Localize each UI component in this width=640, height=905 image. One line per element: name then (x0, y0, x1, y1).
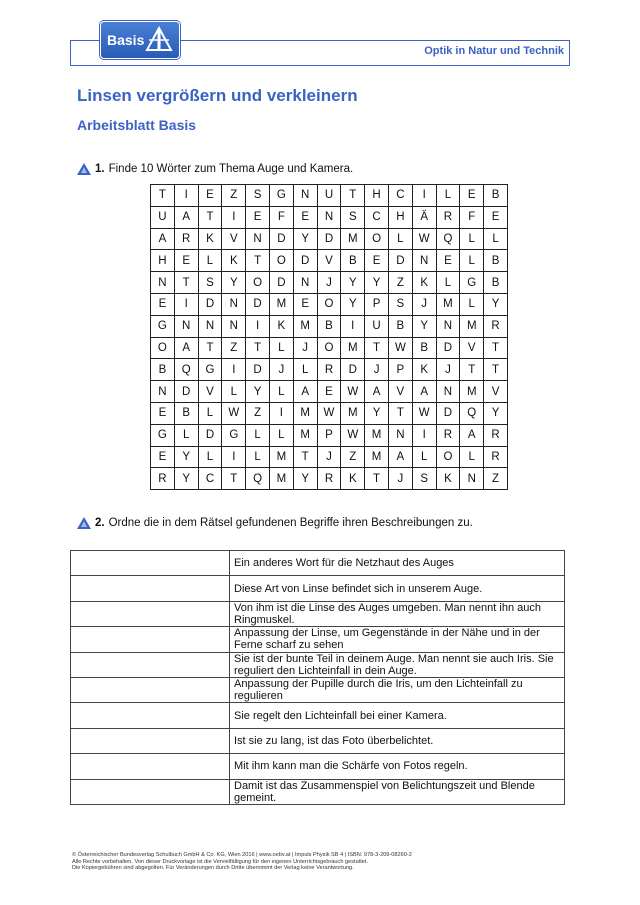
grid-cell[interactable]: M (293, 424, 317, 446)
grid-cell[interactable]: D (269, 272, 293, 294)
grid-cell[interactable]: L (174, 424, 198, 446)
grid-cell[interactable]: K (269, 315, 293, 337)
answer-cell[interactable] (71, 728, 230, 753)
grid-cell[interactable]: L (436, 185, 460, 207)
grid-cell[interactable]: T (246, 250, 270, 272)
grid-cell[interactable]: V (460, 337, 484, 359)
grid-cell[interactable]: D (388, 250, 412, 272)
grid-cell[interactable]: J (317, 272, 341, 294)
grid-cell[interactable]: D (269, 228, 293, 250)
grid-cell[interactable]: A (388, 446, 412, 468)
grid-cell[interactable]: B (388, 315, 412, 337)
grid-cell[interactable]: K (341, 468, 365, 490)
grid-row (151, 228, 508, 250)
grid-cell[interactable]: T (293, 446, 317, 468)
grid-cell[interactable]: O (365, 228, 389, 250)
grid-row (151, 424, 508, 446)
answer-cell[interactable] (71, 601, 230, 626)
grid-cell[interactable]: M (460, 315, 484, 337)
grid-cell[interactable]: R (436, 424, 460, 446)
grid-row (151, 446, 508, 468)
description-cell: Ist sie zu lang, ist das Foto überbelichtet. (230, 728, 565, 753)
grid-cell[interactable]: J (365, 359, 389, 381)
grid-cell[interactable]: M (269, 446, 293, 468)
footer (72, 852, 412, 872)
grid-cell[interactable]: N (198, 315, 222, 337)
grid-cell[interactable]: I (222, 446, 246, 468)
grid-cell[interactable]: R (317, 359, 341, 381)
grid-cell[interactable]: C (198, 468, 222, 490)
grid-cell[interactable]: O (151, 337, 175, 359)
grid-cell[interactable]: Z (484, 468, 508, 490)
grid-cell[interactable]: D (341, 359, 365, 381)
grid-cell[interactable]: R (151, 468, 175, 490)
description-cell: Sie regelt den Lichteinfall bei einer Kamera. (230, 703, 565, 728)
grid-cell[interactable]: R (484, 315, 508, 337)
task-2 (77, 517, 473, 529)
grid-cell[interactable]: M (365, 446, 389, 468)
logo-triangle-icon (145, 26, 173, 52)
grid-cell[interactable]: T (484, 359, 508, 381)
grid-cell[interactable]: L (246, 446, 270, 468)
grid-cell[interactable]: L (460, 228, 484, 250)
grid-cell[interactable]: L (198, 446, 222, 468)
grid-cell[interactable]: J (436, 359, 460, 381)
grid-cell[interactable]: S (246, 185, 270, 207)
grid-cell[interactable]: T (222, 468, 246, 490)
grid-cell[interactable]: T (484, 337, 508, 359)
grid-cell[interactable]: N (460, 468, 484, 490)
grid-cell[interactable]: Z (341, 446, 365, 468)
grid-cell[interactable]: M (436, 293, 460, 315)
grid-cell[interactable]: G (269, 185, 293, 207)
grid-cell[interactable]: D (246, 293, 270, 315)
grid-cell[interactable]: B (341, 250, 365, 272)
grid-cell[interactable]: M (341, 402, 365, 424)
grid-cell[interactable]: V (317, 250, 341, 272)
task-triangle-icon (77, 517, 91, 529)
grid-row (151, 359, 508, 381)
task-2-text: Ordne die in dem Rätsel gefundenen Begriffe ihren Beschreibungen zu. (108, 517, 473, 529)
table-row (71, 551, 565, 576)
grid-cell[interactable]: A (174, 206, 198, 228)
grid-cell[interactable]: O (246, 272, 270, 294)
answer-cell[interactable] (71, 779, 230, 804)
grid-cell[interactable]: Z (246, 402, 270, 424)
grid-cell[interactable]: N (293, 185, 317, 207)
grid-cell[interactable]: K (436, 468, 460, 490)
grid-cell[interactable]: L (460, 293, 484, 315)
grid-cell[interactable]: H (151, 250, 175, 272)
grid-row (151, 402, 508, 424)
grid-cell[interactable]: D (198, 293, 222, 315)
grid-cell[interactable]: P (317, 424, 341, 446)
grid-cell[interactable]: H (365, 185, 389, 207)
description-cell: Damit ist das Zusammenspiel von Belichtungszeit und Blende gemeint. (230, 779, 565, 804)
matching-table (70, 550, 565, 805)
grid-cell[interactable]: I (246, 315, 270, 337)
table-row (71, 576, 565, 601)
grid-cell[interactable]: G (151, 315, 175, 337)
table-row (71, 652, 565, 677)
grid-cell[interactable]: W (341, 381, 365, 403)
description-cell: Anpassung der Linse, um Gegenstände in der Nähe und in der Ferne scharf zu sehen (230, 627, 565, 652)
publisher-logo (100, 21, 180, 59)
task-triangle-icon (77, 163, 91, 175)
grid-cell[interactable]: U (317, 185, 341, 207)
grid-cell[interactable]: E (174, 250, 198, 272)
task-1-number: 1. (95, 163, 105, 175)
grid-row (151, 337, 508, 359)
grid-cell[interactable]: H (388, 206, 412, 228)
answer-cell[interactable] (71, 754, 230, 779)
grid-cell[interactable]: I (222, 359, 246, 381)
grid-cell[interactable]: A (151, 228, 175, 250)
grid-cell[interactable]: I (222, 206, 246, 228)
grid-cell[interactable]: L (269, 381, 293, 403)
page-subtitle: Arbeitsblatt Basis (77, 117, 197, 133)
grid-cell[interactable]: O (317, 337, 341, 359)
grid-cell[interactable]: W (388, 337, 412, 359)
grid-cell[interactable]: Y (341, 293, 365, 315)
grid-cell[interactable]: F (269, 206, 293, 228)
grid-cell[interactable]: T (174, 272, 198, 294)
grid-cell[interactable]: O (269, 250, 293, 272)
grid-cell[interactable]: N (151, 272, 175, 294)
grid-cell[interactable]: W (341, 424, 365, 446)
grid-cell[interactable]: Q (460, 402, 484, 424)
grid-cell[interactable]: D (246, 359, 270, 381)
grid-cell[interactable]: W (412, 402, 436, 424)
grid-cell[interactable]: D (436, 337, 460, 359)
grid-cell[interactable]: Z (222, 337, 246, 359)
grid-cell[interactable]: G (222, 424, 246, 446)
grid-cell[interactable]: D (317, 228, 341, 250)
grid-cell[interactable]: Q (436, 228, 460, 250)
grid-cell[interactable]: P (365, 293, 389, 315)
grid-cell[interactable]: G (460, 272, 484, 294)
grid-cell[interactable]: N (412, 250, 436, 272)
grid-cell[interactable]: D (436, 402, 460, 424)
grid-cell[interactable]: E (151, 402, 175, 424)
description-cell: Sie ist der bunte Teil in deinem Auge. Man nennt sie auch Iris. Sie reguliert den Lichteinfall in dein Auge. (230, 652, 565, 677)
grid-cell[interactable]: I (341, 315, 365, 337)
description-cell: Diese Art von Linse befindet sich in unserem Auge. (230, 576, 565, 601)
grid-cell[interactable]: Q (246, 468, 270, 490)
grid-cell[interactable]: L (269, 424, 293, 446)
grid-cell[interactable]: N (222, 315, 246, 337)
grid-cell[interactable]: I (412, 424, 436, 446)
grid-cell[interactable]: D (198, 424, 222, 446)
grid-cell[interactable]: V (198, 381, 222, 403)
footer-line-2: Alle Rechte vorbehalten. Von dieser Druckvorlage ist die Vervielfältigung für den eigenen Unterrichtsgebrauch gestattet. (72, 858, 369, 865)
answer-cell[interactable] (71, 551, 230, 576)
grid-cell[interactable]: M (341, 337, 365, 359)
grid-cell[interactable]: M (269, 468, 293, 490)
footer-line-3: Die Kopiergebühren sind abgegolten. Für Veränderungen durch Dritte übernimmt der Verlag keine Verantwortung. (72, 865, 354, 872)
grid-cell[interactable]: I (174, 185, 198, 207)
grid-cell[interactable]: F (460, 206, 484, 228)
description-cell: Ein anderes Wort für die Netzhaut des Auges (230, 551, 565, 576)
grid-cell[interactable]: E (151, 293, 175, 315)
grid-cell[interactable]: N (174, 315, 198, 337)
grid-cell[interactable]: Z (222, 185, 246, 207)
grid-cell[interactable]: R (317, 468, 341, 490)
description-cell: Mit ihm kann man die Schärfe von Fotos regeln. (230, 754, 565, 779)
footer-line-1: © Österreichischer Bundesverlag Schulbuch GmbH & Co. KG, Wien 2016 | www.oebv.at | Impuls Physik SB 4 | ISBN: 978-3-209-08260-2 (72, 852, 412, 858)
grid-cell[interactable]: Y (174, 468, 198, 490)
grid-cell[interactable]: L (222, 381, 246, 403)
grid-cell[interactable]: Q (174, 359, 198, 381)
grid-cell[interactable]: Y (293, 228, 317, 250)
grid-cell[interactable]: C (388, 185, 412, 207)
grid-cell[interactable]: L (436, 272, 460, 294)
grid-cell[interactable]: V (484, 381, 508, 403)
grid-cell[interactable]: S (388, 293, 412, 315)
table-row (71, 754, 565, 779)
table-row (71, 703, 565, 728)
grid-cell[interactable]: B (484, 185, 508, 207)
grid-cell[interactable]: L (460, 446, 484, 468)
grid-cell[interactable]: D (174, 381, 198, 403)
grid-cell[interactable]: A (365, 381, 389, 403)
grid-cell[interactable]: L (198, 402, 222, 424)
grid-cell[interactable]: Y (174, 446, 198, 468)
grid-cell[interactable]: E (198, 185, 222, 207)
grid-cell[interactable]: L (293, 359, 317, 381)
task-2-number: 2. (95, 517, 105, 529)
task-1 (77, 163, 353, 175)
grid-cell[interactable]: R (436, 206, 460, 228)
grid-cell[interactable]: B (484, 272, 508, 294)
grid-row (151, 468, 508, 490)
grid-cell[interactable]: E (460, 185, 484, 207)
grid-row (151, 315, 508, 337)
grid-cell[interactable]: Y (246, 381, 270, 403)
grid-row (151, 293, 508, 315)
grid-cell[interactable]: N (436, 381, 460, 403)
grid-cell[interactable]: T (341, 185, 365, 207)
grid-cell[interactable]: B (317, 315, 341, 337)
grid-cell[interactable]: E (293, 206, 317, 228)
grid-cell[interactable]: Y (365, 272, 389, 294)
grid-cell[interactable]: K (222, 250, 246, 272)
word-search-grid (150, 184, 508, 490)
table-row (71, 601, 565, 626)
description-cell: Anpassung der Pupille durch die Iris, um den Lichteinfall zu regulieren (230, 677, 565, 702)
grid-cell[interactable]: K (198, 228, 222, 250)
answer-cell[interactable] (71, 703, 230, 728)
grid-cell[interactable]: J (388, 468, 412, 490)
grid-cell[interactable]: M (293, 402, 317, 424)
grid-cell[interactable]: M (341, 228, 365, 250)
grid-cell[interactable]: B (484, 250, 508, 272)
grid-cell[interactable]: O (317, 293, 341, 315)
grid-cell[interactable]: A (174, 337, 198, 359)
grid-cell[interactable]: K (412, 359, 436, 381)
answer-cell[interactable] (71, 576, 230, 601)
grid-cell[interactable]: T (388, 402, 412, 424)
table-row (71, 627, 565, 652)
grid-cell[interactable]: T (151, 185, 175, 207)
grid-cell[interactable]: P (388, 359, 412, 381)
grid-cell[interactable]: N (151, 381, 175, 403)
grid-cell[interactable]: N (317, 206, 341, 228)
grid-cell[interactable]: Y (341, 272, 365, 294)
grid-cell[interactable]: J (412, 293, 436, 315)
grid-row (151, 272, 508, 294)
subject-label: Optik in Natur und Technik (424, 45, 564, 57)
grid-row (151, 185, 508, 207)
grid-row (151, 250, 508, 272)
grid-cell[interactable]: Y (412, 315, 436, 337)
grid-cell[interactable]: E (365, 250, 389, 272)
grid-cell[interactable]: A (412, 381, 436, 403)
description-cell: Von ihm ist die Linse des Auges umgeben. Man nennt ihn auch Ringmuskel. (230, 601, 565, 626)
grid-cell[interactable]: S (341, 206, 365, 228)
grid-cell[interactable]: L (388, 228, 412, 250)
grid-cell[interactable]: Y (484, 402, 508, 424)
grid-cell[interactable]: J (269, 359, 293, 381)
table-row (71, 677, 565, 702)
grid-cell[interactable]: I (269, 402, 293, 424)
grid-cell[interactable]: G (198, 359, 222, 381)
grid-cell[interactable]: Ä (412, 206, 436, 228)
grid-cell[interactable]: A (293, 381, 317, 403)
table-row (71, 728, 565, 753)
page-title: Linsen vergrößern und verkleinern (77, 86, 358, 105)
table-row (71, 779, 565, 804)
grid-cell[interactable]: N (436, 315, 460, 337)
grid-cell[interactable]: T (460, 359, 484, 381)
grid-cell[interactable]: E (436, 250, 460, 272)
grid-cell[interactable]: N (388, 424, 412, 446)
grid-cell[interactable]: A (460, 424, 484, 446)
grid-cell[interactable]: B (151, 359, 175, 381)
grid-cell[interactable]: R (174, 228, 198, 250)
grid-cell[interactable]: Z (388, 272, 412, 294)
grid-cell[interactable]: L (269, 337, 293, 359)
answer-cell[interactable] (71, 652, 230, 677)
grid-cell[interactable]: R (484, 446, 508, 468)
grid-cell[interactable]: E (484, 206, 508, 228)
grid-cell[interactable]: Y (222, 272, 246, 294)
grid-cell[interactable]: B (412, 337, 436, 359)
answer-cell[interactable] (71, 677, 230, 702)
grid-cell[interactable]: M (365, 424, 389, 446)
grid-cell[interactable]: T (365, 468, 389, 490)
grid-cell[interactable]: V (222, 228, 246, 250)
grid-cell[interactable]: W (222, 402, 246, 424)
grid-cell[interactable]: E (151, 446, 175, 468)
grid-cell[interactable]: T (365, 337, 389, 359)
grid-cell[interactable]: S (412, 468, 436, 490)
grid-cell[interactable]: T (246, 337, 270, 359)
grid-cell[interactable]: C (365, 206, 389, 228)
grid-cell[interactable]: L (198, 250, 222, 272)
logo-text: Basis (107, 32, 145, 48)
grid-cell[interactable]: Y (365, 402, 389, 424)
grid-cell[interactable]: Y (293, 468, 317, 490)
grid-row (151, 381, 508, 403)
grid-cell[interactable]: M (460, 381, 484, 403)
grid-cell[interactable]: W (412, 228, 436, 250)
task-1-text: Finde 10 Wörter zum Thema Auge und Kamera. (108, 163, 354, 175)
answer-cell[interactable] (71, 627, 230, 652)
grid-cell[interactable]: W (317, 402, 341, 424)
grid-cell[interactable]: O (436, 446, 460, 468)
grid-cell[interactable]: L (246, 424, 270, 446)
grid-cell[interactable]: M (269, 293, 293, 315)
grid-cell[interactable]: B (174, 402, 198, 424)
grid-cell[interactable]: N (222, 293, 246, 315)
grid-cell[interactable]: M (293, 315, 317, 337)
grid-cell[interactable]: J (317, 446, 341, 468)
grid-cell[interactable]: L (484, 228, 508, 250)
grid-cell[interactable]: Y (484, 293, 508, 315)
grid-cell[interactable]: L (460, 250, 484, 272)
grid-cell[interactable]: E (317, 381, 341, 403)
grid-cell[interactable]: L (412, 446, 436, 468)
grid-cell[interactable]: K (412, 272, 436, 294)
grid-cell[interactable]: J (293, 337, 317, 359)
grid-cell[interactable]: D (293, 250, 317, 272)
grid-cell[interactable]: V (388, 381, 412, 403)
grid-cell[interactable]: I (412, 185, 436, 207)
grid-cell[interactable]: E (246, 206, 270, 228)
grid-cell[interactable]: S (198, 272, 222, 294)
grid-cell[interactable]: U (151, 206, 175, 228)
grid-cell[interactable]: T (198, 206, 222, 228)
grid-cell[interactable]: N (246, 228, 270, 250)
grid-cell[interactable]: I (174, 293, 198, 315)
grid-cell[interactable]: T (198, 337, 222, 359)
grid-cell[interactable]: U (365, 315, 389, 337)
grid-cell[interactable]: G (151, 424, 175, 446)
grid-cell[interactable]: E (293, 293, 317, 315)
grid-cell[interactable]: R (484, 424, 508, 446)
grid-cell[interactable]: N (293, 272, 317, 294)
grid-row (151, 206, 508, 228)
